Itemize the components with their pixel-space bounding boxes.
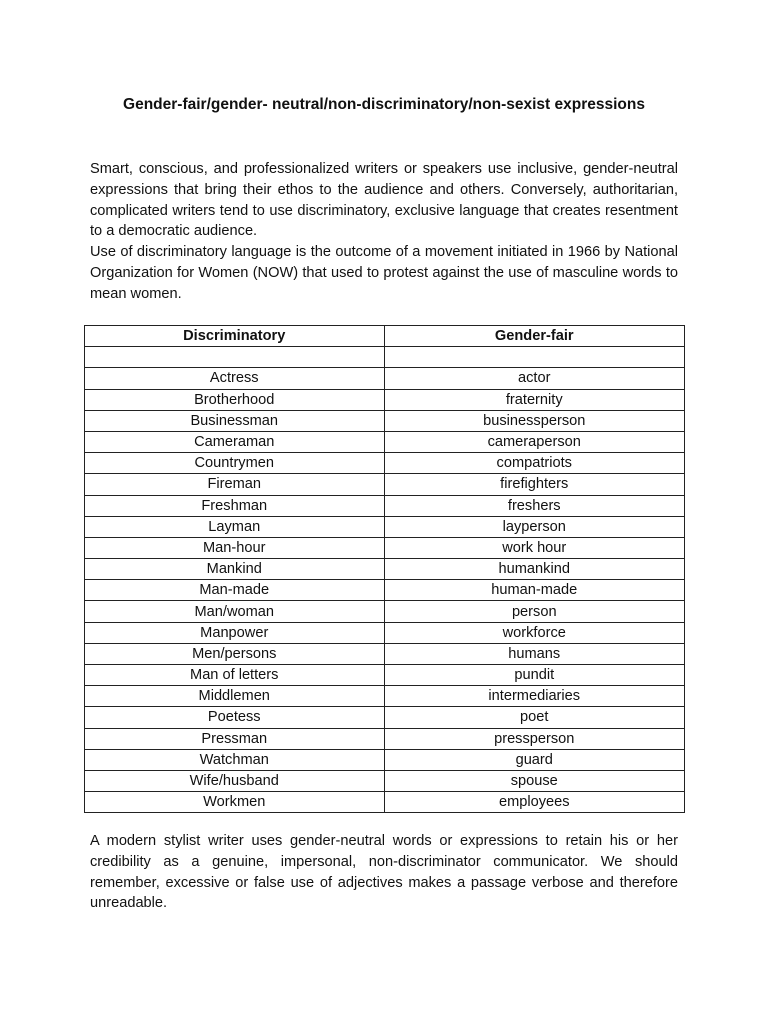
discriminatory-term-cell: Freshman bbox=[85, 495, 385, 516]
gender-fair-term-cell bbox=[384, 347, 685, 368]
gender-fair-term-cell: humans bbox=[384, 643, 685, 664]
table-row bbox=[85, 770, 685, 791]
table-row bbox=[85, 601, 685, 622]
table-row bbox=[85, 665, 685, 686]
discriminatory-term-cell: Man/woman bbox=[85, 601, 385, 622]
column-header-gender-fair: Gender-fair bbox=[384, 326, 685, 347]
discriminatory-term-cell: Workmen bbox=[85, 792, 385, 813]
gender-fair-term-cell: pundit bbox=[384, 665, 685, 686]
discriminatory-term-cell: Countrymen bbox=[85, 453, 385, 474]
discriminatory-term-cell: Layman bbox=[85, 516, 385, 537]
table-row bbox=[85, 453, 685, 474]
gender-fair-term-cell: employees bbox=[384, 792, 685, 813]
table-row bbox=[85, 622, 685, 643]
table-row bbox=[85, 643, 685, 664]
gender-fair-term-cell: freshers bbox=[384, 495, 685, 516]
table-row bbox=[85, 749, 685, 770]
gender-fair-term-cell: layperson bbox=[384, 516, 685, 537]
word-comparison-table bbox=[84, 325, 685, 813]
discriminatory-term-cell: Manpower bbox=[85, 622, 385, 643]
table-row bbox=[85, 431, 685, 452]
discriminatory-term-cell bbox=[85, 347, 385, 368]
gender-fair-term-cell: work hour bbox=[384, 537, 685, 558]
table-row bbox=[85, 537, 685, 558]
table-body bbox=[85, 347, 685, 813]
table-row bbox=[85, 792, 685, 813]
table-row bbox=[85, 686, 685, 707]
discriminatory-term-cell: Fireman bbox=[85, 474, 385, 495]
table-row bbox=[85, 368, 685, 389]
table-row bbox=[85, 389, 685, 410]
discriminatory-term-cell: Mankind bbox=[85, 559, 385, 580]
gender-fair-term-cell: cameraperson bbox=[384, 431, 685, 452]
discriminatory-term-cell: Cameraman bbox=[85, 431, 385, 452]
table-row bbox=[85, 474, 685, 495]
gender-fair-term-cell: guard bbox=[384, 749, 685, 770]
gender-fair-term-cell: humankind bbox=[384, 559, 685, 580]
gender-fair-term-cell: actor bbox=[384, 368, 685, 389]
gender-fair-term-cell: person bbox=[384, 601, 685, 622]
discriminatory-term-cell: Pressman bbox=[85, 728, 385, 749]
page-title: Gender-fair/gender- neutral/non-discriminatory/non-sexist expressions bbox=[123, 96, 645, 113]
table-row bbox=[85, 728, 685, 749]
discriminatory-term-cell: Men/persons bbox=[85, 643, 385, 664]
discriminatory-term-cell: Middlemen bbox=[85, 686, 385, 707]
discriminatory-term-cell: Brotherhood bbox=[85, 389, 385, 410]
table-row bbox=[85, 580, 685, 601]
gender-fair-term-cell: compatriots bbox=[384, 453, 685, 474]
gender-fair-term-cell: workforce bbox=[384, 622, 685, 643]
column-header-discriminatory: Discriminatory bbox=[85, 326, 385, 347]
discriminatory-term-cell: Man of letters bbox=[85, 665, 385, 686]
intro-paragraph: Smart, conscious, and professionalized writers or speakers use inclusive, gender-neutral expressions that bring their ethos to the audience and others. Conversely, authoritarian, complicated writers tend to use discriminatory, exclusive language that creates resentment to a democratic audience. bbox=[90, 161, 678, 240]
discriminatory-term-cell: Wife/husband bbox=[85, 770, 385, 791]
table-row bbox=[85, 410, 685, 431]
discriminatory-term-cell: Businessman bbox=[85, 410, 385, 431]
conclusion-paragraph: A modern stylist writer uses gender-neutral words or expressions to retain his or her credibility as a genuine, impersonal, non-discriminator communicator. We should remember, excessive or false use of adjectives makes a passage verbose and therefore unreadable. bbox=[90, 833, 678, 912]
discriminatory-term-cell: Poetess bbox=[85, 707, 385, 728]
gender-fair-term-cell: human-made bbox=[384, 580, 685, 601]
discriminatory-term-cell: Watchman bbox=[85, 749, 385, 770]
gender-fair-term-cell: intermediaries bbox=[384, 686, 685, 707]
history-paragraph: Use of discriminatory language is the outcome of a movement initiated in 1966 by National Organization for Women (NOW) that used to protest against the use of masculine words to mean women. bbox=[90, 244, 678, 302]
table-row bbox=[85, 559, 685, 580]
table-row bbox=[85, 347, 685, 368]
table-row bbox=[85, 707, 685, 728]
gender-fair-term-cell: firefighters bbox=[384, 474, 685, 495]
gender-fair-term-cell: pressperson bbox=[384, 728, 685, 749]
table-row bbox=[85, 516, 685, 537]
discriminatory-term-cell: Man-hour bbox=[85, 537, 385, 558]
gender-fair-term-cell: poet bbox=[384, 707, 685, 728]
table-header-row bbox=[85, 326, 685, 347]
gender-fair-term-cell: spouse bbox=[384, 770, 685, 791]
discriminatory-term-cell: Actress bbox=[85, 368, 385, 389]
gender-fair-term-cell: businessperson bbox=[384, 410, 685, 431]
discriminatory-term-cell: Man-made bbox=[85, 580, 385, 601]
gender-fair-term-cell: fraternity bbox=[384, 389, 685, 410]
table-row bbox=[85, 495, 685, 516]
